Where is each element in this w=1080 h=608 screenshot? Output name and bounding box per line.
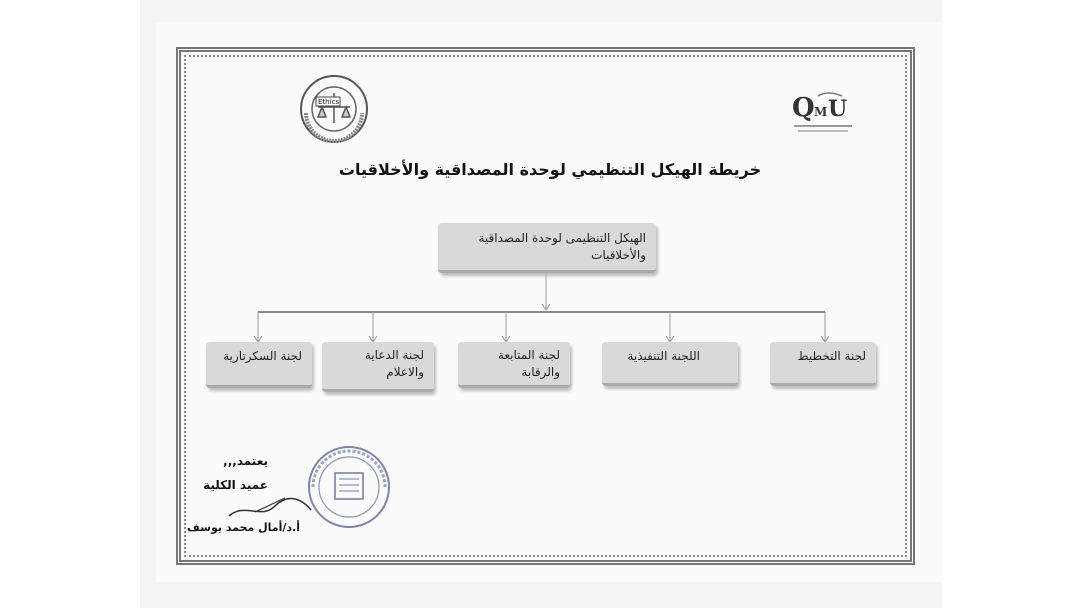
committee-box-monitoring [458, 342, 570, 388]
committee-label: لجنة الدعاية والاعلام [364, 348, 424, 379]
official-stamp-icon [305, 445, 393, 530]
approval-label: يعتمد,,, [223, 454, 268, 468]
committee-box-secretariat [206, 342, 312, 388]
svg-text:Q: Q [792, 93, 815, 123]
dean-name: أ.د/أمال محمد يوسف [187, 521, 300, 534]
svg-text:U: U [828, 96, 848, 122]
root-unit-label: الهيكل التنظيمى لوحدة المصداقية والأخلاقيات [478, 231, 646, 262]
committee-label: اللجنة التنفيذية [627, 349, 700, 363]
committee-box-executive [602, 342, 738, 386]
diagram-title: خريطة الهيكل التنظيمي لوحدة المصداقية والأخلاقيات [338, 160, 762, 179]
committee-box-media [322, 342, 434, 392]
root-unit-box [438, 223, 656, 273]
svg-text:Ethics: Ethics [318, 98, 340, 106]
committee-label: لجنة التخطيط [797, 349, 866, 363]
committee-label: لجنة السكرتارية [223, 349, 302, 363]
dean-title: عميد الكلية [203, 478, 268, 492]
committee-box-planning [770, 342, 876, 386]
svg-text:M: M [814, 105, 828, 119]
committee-label: لجنة المتابعة والرقابة [497, 348, 560, 379]
handwritten-signature-icon [225, 494, 315, 522]
